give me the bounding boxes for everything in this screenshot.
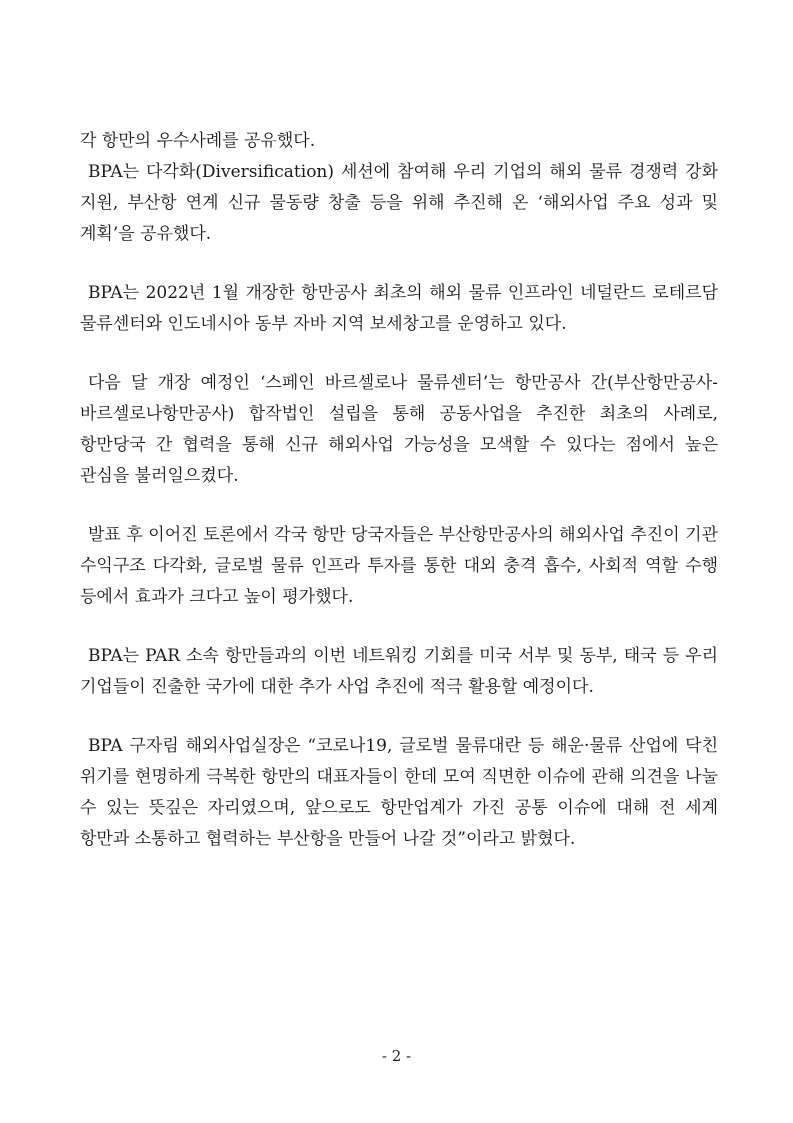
paragraph-barcelona-center: 다음 달 개장 예정인 ‘스페인 바르셀로나 물류센터’는 항만공사 간(부산항만공사-바르셀로나항만공사) 합작법인 설립을 통해 공동사업을 추진한 최초의 사례로, 항만당국 간 협력을 통해 신규 해외사업 가능성을 모색할 수 있다는 점에서 높은 관심을 불러일으켰다. xyxy=(80,373,718,486)
paragraph-rotterdam-logistics: BPA는 2022년 1월 개장한 항만공사 최초의 해외 물류 인프라인 네덜란드 로테르담 물류센터와 인도네시아 동부 자바 지역 보세창고를 운영하고 있다. xyxy=(80,283,718,334)
paragraph-continuation: 각 항만의 우수사례를 공유했다. xyxy=(80,131,316,151)
paragraph-networking: BPA는 PAR 소속 항만들과의 이번 네트워킹 기회를 미국 서부 및 동부, 태국 등 우리 기업들이 진출한 국가에 대한 추가 사업 추진에 적극 활용할 예정이다. xyxy=(80,646,718,697)
paragraph-spacer xyxy=(80,492,718,520)
paragraph-spacer xyxy=(80,703,718,731)
paragraph-diversification-session: BPA는 다각화(Diversification) 세션에 참여해 우리 기업의 해외 물류 경쟁력 강화 지원, 부산항 연계 신규 물동량 창출 등을 위해 추진해 온 ‘해외사업 주요 성과 및 계획’을 공유했다. xyxy=(80,162,718,244)
paragraph-spacer xyxy=(80,340,718,368)
paragraph-discussion: 발표 후 이어진 토론에서 각국 항만 당국자들은 부산항만공사의 해외사업 추진이 기관 수익구조 다각화, 글로벌 물류 인프라 투자를 통한 대외 충격 흡수, 사회적 역할 수행 등에서 효과가 크다고 높이 평가했다. xyxy=(80,525,718,607)
paragraph-spacer xyxy=(80,250,718,278)
page-number: - 2 - xyxy=(381,1047,412,1065)
document-body xyxy=(80,126,718,855)
paragraph-quote: BPA 구자림 해외사업실장은 “코로나19, 글로벌 물류대란 등 해운·물류 산업에 닥친 위기를 현명하게 극복한 항만의 대표자들이 한데 모여 직면한 이슈에 관해 의견을 나눌 수 있는 뜻깊은 자리였으며, 앞으로도 항만업계가 가진 공통 이슈에 대해 전 세계 항만과 소통하고 협력하는 부산항을 만들어 나갈 것”이라고 밝혔다. xyxy=(80,736,718,849)
paragraph-spacer xyxy=(80,613,718,641)
